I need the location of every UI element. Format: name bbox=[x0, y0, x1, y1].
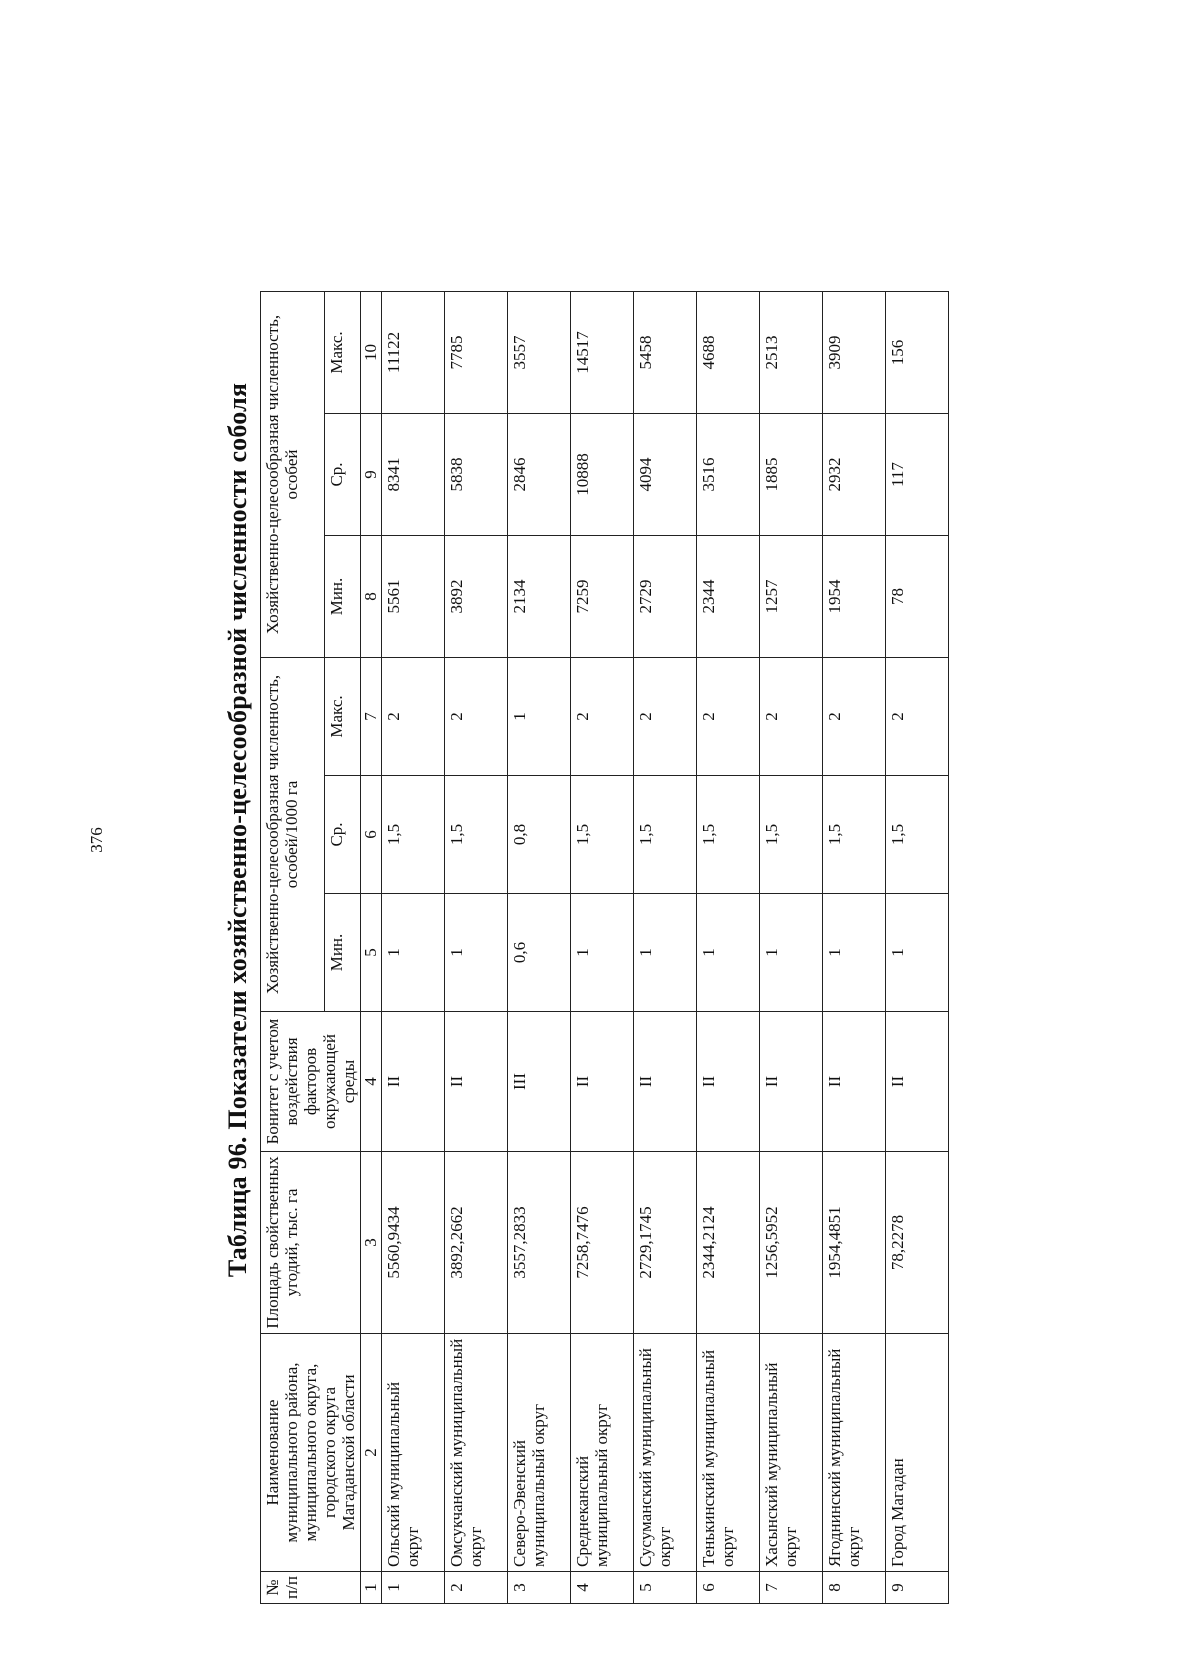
count-avg: 2932 bbox=[823, 414, 886, 536]
density-min: 0,6 bbox=[508, 894, 571, 1012]
density-avg: 1,5 bbox=[571, 776, 634, 894]
header-density-min: Мин. bbox=[325, 894, 361, 1012]
count-min: 2344 bbox=[697, 536, 760, 658]
row-number: 3 bbox=[508, 1572, 571, 1604]
bonitet-value: II bbox=[886, 1012, 949, 1152]
column-number: 3 bbox=[361, 1152, 382, 1334]
area-value: 78,2278 bbox=[886, 1152, 949, 1334]
table-row bbox=[634, 292, 697, 1604]
row-number: 2 bbox=[445, 1572, 508, 1604]
district-name: Омсукчанский муниципальный округ bbox=[445, 1334, 508, 1572]
area-value: 5560,9434 bbox=[382, 1152, 445, 1334]
district-name: Сусуманский муниципальный округ bbox=[634, 1334, 697, 1572]
count-avg: 1885 bbox=[760, 414, 823, 536]
header-density-avg: Ср. bbox=[325, 776, 361, 894]
header-area: Площадь свойственных угодий, тыс. га bbox=[261, 1152, 361, 1334]
column-number: 2 bbox=[361, 1334, 382, 1572]
table-row bbox=[508, 292, 571, 1604]
area-value: 3557,2833 bbox=[508, 1152, 571, 1334]
density-avg: 1,5 bbox=[445, 776, 508, 894]
count-min: 2134 bbox=[508, 536, 571, 658]
district-name: Ягоднинский муниципальный округ bbox=[823, 1334, 886, 1572]
count-max: 4688 bbox=[697, 292, 760, 414]
count-avg: 5838 bbox=[445, 414, 508, 536]
density-max: 2 bbox=[634, 658, 697, 776]
count-min: 1954 bbox=[823, 536, 886, 658]
area-value: 2344,2124 bbox=[697, 1152, 760, 1334]
column-number: 10 bbox=[361, 292, 382, 414]
column-numbers-row bbox=[361, 292, 382, 1604]
column-number: 9 bbox=[361, 414, 382, 536]
table-row bbox=[823, 292, 886, 1604]
row-number: 4 bbox=[571, 1572, 634, 1604]
bonitet-value: II bbox=[760, 1012, 823, 1152]
sable-population-table bbox=[260, 291, 949, 1604]
count-avg: 4094 bbox=[634, 414, 697, 536]
header-count-group: Хозяйственно-целесообразная численность, особей bbox=[261, 292, 325, 658]
count-min: 5561 bbox=[382, 536, 445, 658]
density-min: 1 bbox=[823, 894, 886, 1012]
header-name: Наименование муниципального района, муниципального округа, городского округа Магаданской области bbox=[261, 1334, 361, 1572]
density-max: 2 bbox=[886, 658, 949, 776]
count-min: 7259 bbox=[571, 536, 634, 658]
density-min: 1 bbox=[697, 894, 760, 1012]
bonitet-value: II bbox=[823, 1012, 886, 1152]
density-min: 1 bbox=[886, 894, 949, 1012]
column-number: 6 bbox=[361, 776, 382, 894]
bonitet-value: III bbox=[508, 1012, 571, 1152]
count-avg: 8341 bbox=[382, 414, 445, 536]
column-number: 7 bbox=[361, 658, 382, 776]
count-max: 156 bbox=[886, 292, 949, 414]
density-avg: 1,5 bbox=[697, 776, 760, 894]
density-avg: 1,5 bbox=[382, 776, 445, 894]
density-max: 2 bbox=[760, 658, 823, 776]
count-avg: 2846 bbox=[508, 414, 571, 536]
density-min: 1 bbox=[382, 894, 445, 1012]
density-min: 1 bbox=[445, 894, 508, 1012]
count-max: 2513 bbox=[760, 292, 823, 414]
district-name: Город Магадан bbox=[886, 1334, 949, 1572]
table-container bbox=[260, 291, 949, 1604]
table-header bbox=[261, 292, 361, 1604]
row-number: 8 bbox=[823, 1572, 886, 1604]
area-value: 1256,5952 bbox=[760, 1152, 823, 1334]
count-min: 3892 bbox=[445, 536, 508, 658]
header-count-max: Макс. bbox=[325, 292, 361, 414]
density-max: 2 bbox=[697, 658, 760, 776]
count-avg: 3516 bbox=[697, 414, 760, 536]
area-value: 1954,4851 bbox=[823, 1152, 886, 1334]
count-avg: 10888 bbox=[571, 414, 634, 536]
table-row bbox=[886, 292, 949, 1604]
count-min: 1257 bbox=[760, 536, 823, 658]
density-avg: 1,5 bbox=[886, 776, 949, 894]
bonitet-value: II bbox=[571, 1012, 634, 1152]
row-number: 1 bbox=[382, 1572, 445, 1604]
density-max: 2 bbox=[823, 658, 886, 776]
bonitet-value: II bbox=[382, 1012, 445, 1152]
header-bonitet: Бонитет с учетом воздействия факторов окружающей среды bbox=[261, 1012, 361, 1152]
count-max: 5458 bbox=[634, 292, 697, 414]
density-max: 2 bbox=[445, 658, 508, 776]
district-name: Среднеканский муниципальный округ bbox=[571, 1334, 634, 1572]
district-name: Хасынский муниципальный округ bbox=[760, 1334, 823, 1572]
count-max: 14517 bbox=[571, 292, 634, 414]
table-row bbox=[571, 292, 634, 1604]
density-max: 1 bbox=[508, 658, 571, 776]
count-min: 2729 bbox=[634, 536, 697, 658]
table-row bbox=[382, 292, 445, 1604]
table-row bbox=[445, 292, 508, 1604]
row-number: 5 bbox=[634, 1572, 697, 1604]
header-count-avg: Ср. bbox=[325, 414, 361, 536]
row-number: 7 bbox=[760, 1572, 823, 1604]
row-number: 9 bbox=[886, 1572, 949, 1604]
density-max: 2 bbox=[382, 658, 445, 776]
page-number: 376 bbox=[87, 827, 106, 853]
table-row bbox=[760, 292, 823, 1604]
count-max: 3557 bbox=[508, 292, 571, 414]
table-title: Таблица 96. Показатели хозяйственно-целесообразной численности соболя bbox=[223, 382, 252, 1278]
header-num: № п/п bbox=[261, 1572, 361, 1604]
bonitet-value: II bbox=[445, 1012, 508, 1152]
count-max: 11122 bbox=[382, 292, 445, 414]
count-min: 78 bbox=[886, 536, 949, 658]
column-number: 1 bbox=[361, 1572, 382, 1604]
header-count-min: Мин. bbox=[325, 536, 361, 658]
count-max: 3909 bbox=[823, 292, 886, 414]
header-density-group: Хозяйственно-целесообразная численность, особей/1000 га bbox=[261, 658, 325, 1012]
area-value: 3892,2662 bbox=[445, 1152, 508, 1334]
table-body bbox=[382, 292, 949, 1604]
density-avg: 1,5 bbox=[760, 776, 823, 894]
density-min: 1 bbox=[760, 894, 823, 1012]
area-value: 7258,7476 bbox=[571, 1152, 634, 1334]
density-min: 1 bbox=[571, 894, 634, 1012]
count-max: 7785 bbox=[445, 292, 508, 414]
count-avg: 117 bbox=[886, 414, 949, 536]
district-name: Ольский муниципальный округ bbox=[382, 1334, 445, 1572]
rotated-page-content bbox=[218, 50, 938, 1610]
density-avg: 0,8 bbox=[508, 776, 571, 894]
column-number: 4 bbox=[361, 1012, 382, 1152]
area-value: 2729,1745 bbox=[634, 1152, 697, 1334]
column-number: 8 bbox=[361, 536, 382, 658]
density-avg: 1,5 bbox=[634, 776, 697, 894]
density-max: 2 bbox=[571, 658, 634, 776]
table-row bbox=[697, 292, 760, 1604]
column-number: 5 bbox=[361, 894, 382, 1012]
row-number: 6 bbox=[697, 1572, 760, 1604]
bonitet-value: II bbox=[697, 1012, 760, 1152]
bonitet-value: II bbox=[634, 1012, 697, 1152]
header-density-max: Макс. bbox=[325, 658, 361, 776]
district-name: Тенькинский муниципальный округ bbox=[697, 1334, 760, 1572]
density-min: 1 bbox=[634, 894, 697, 1012]
density-avg: 1,5 bbox=[823, 776, 886, 894]
district-name: Северо-Эвенский муниципальный округ bbox=[508, 1334, 571, 1572]
